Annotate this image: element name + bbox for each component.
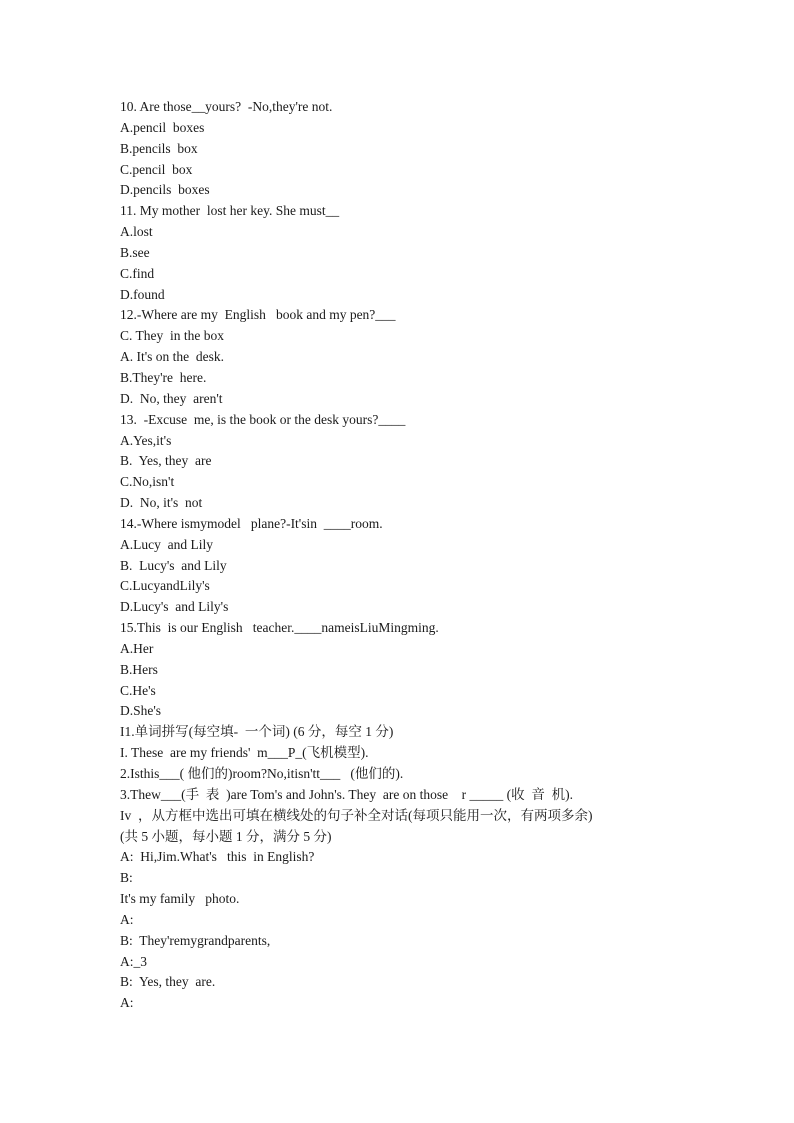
question-12-option-c: C. They in the box [120,328,224,344]
question-13-option-d: D. No, it's not [120,495,203,511]
section-dialogue-heading: Iv ，从方框中选出可填在横线处的句子补全对话(每项只能用一次，有两项多余) [120,807,593,823]
question-11-option-a: A.lost [120,224,153,240]
exam-content [120,97,680,1014]
question-15-option-d: D.She's [120,703,162,719]
question-14-option-a: A.Lucy and Lily [120,536,213,552]
question-10-option-a: A.pencil boxes [120,119,205,135]
question-12-stem: 12.-Where are my English book and my pen?___ [120,307,396,323]
dialogue-line: A: [120,995,134,1011]
question-10-option-d: D.pencils boxes [120,182,210,198]
question-14-option-b: B. Lucy's and Lily [120,557,227,573]
question-15-stem: 15.This is our English teacher.____nameisLiuMingming. [120,620,439,636]
question-12-option-d: D. No, they aren't [120,390,223,406]
spelling-item-1: I. These are my friends' m___P_(飞机模型). [120,745,369,761]
question-15-option-b: B.Hers [120,661,158,677]
question-10-option-b: B.pencils box [120,140,198,156]
question-14-stem: 14.-Where ismymodel plane?-It'sin ____room. [120,515,383,531]
spelling-item-2: 2.Isthis___( 他们的)room?No,itisn'tt___ (他们的). [120,766,404,781]
dialogue-line: A:_3 [120,953,147,969]
question-13-option-c: C.No,isn't [120,474,175,490]
question-13-option-b: B. Yes, they are [120,453,212,469]
section-dialogue-scoring: (共 5 小题，每小题 1 分，满分 5 分) [120,828,332,844]
question-12-option-a: A. It's on the desk. [120,349,225,365]
question-13-option-a: A.Yes,it's [120,432,172,448]
question-13-stem: 13. -Excuse me, is the book or the desk yours?____ [120,411,406,427]
question-11-stem: 11. My mother lost her key. She must__ [120,203,340,219]
question-10-option-c: C.pencil box [120,161,193,177]
question-11-option-b: B.see [120,244,150,260]
dialogue-line: A: [120,911,134,927]
question-11-option-c: C.find [120,265,155,281]
question-12-option-b: B.They're here. [120,369,207,385]
question-14-option-d: D.Lucy's and Lily's [120,599,229,615]
dialogue-line: B: [120,870,133,886]
dialogue-line: B: Yes, they are. [120,974,216,990]
dialogue-line: B: They'remygrandparents, [120,932,271,948]
question-10-stem: 10. Are those__yours? -No,they're not. [120,99,333,114]
question-11-option-d: D.found [120,286,165,302]
question-15-option-c: C.He's [120,682,156,698]
dialogue-line: A: Hi,Jim.What's this in English? [120,849,315,865]
section-spelling-heading: I1.单词拼写(每空填- 一个词) (6 分，每空 1 分) [120,724,394,740]
question-15-option-a: A.Her [120,640,154,656]
question-14-option-c: C.LucyandLily's [120,578,210,594]
spelling-item-3: 3.Thew___(手 表 )are Tom's and John's. They are on those r _____ (收 音 机). [120,786,573,802]
dialogue-line: It's my family photo. [120,891,240,907]
